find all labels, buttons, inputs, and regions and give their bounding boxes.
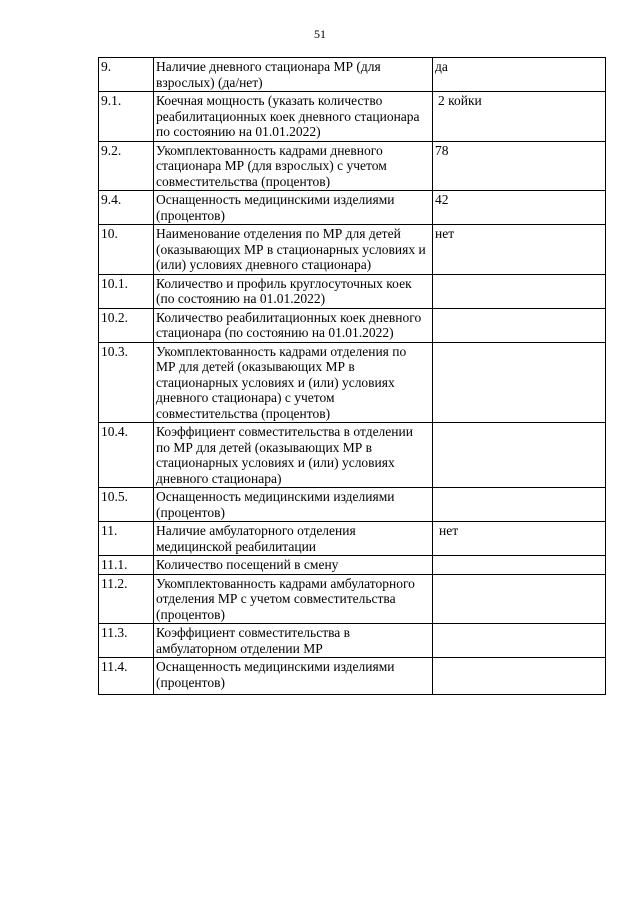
table-row bbox=[99, 191, 606, 225]
row-number: 10.5. bbox=[99, 488, 154, 522]
table-row bbox=[99, 556, 606, 575]
row-description: Количество посещений в смену bbox=[154, 556, 433, 575]
row-description: Укомплектованность кадрами амбулаторного отделения МР с учетом совместительства (процентов) bbox=[154, 574, 433, 624]
row-description: Коэффициент совместительства в амбулаторном отделении МР bbox=[154, 624, 433, 658]
table-row bbox=[99, 92, 606, 142]
row-description: Коечная мощность (указать количество реабилитационных коек дневного стационара по состоянию на 01.01.2022) bbox=[154, 92, 433, 142]
row-value bbox=[433, 556, 606, 575]
indicator-table bbox=[98, 57, 606, 695]
table-row bbox=[99, 225, 606, 275]
row-description: Наличие дневного стационара МР (для взрослых) (да/нет) bbox=[154, 58, 433, 92]
row-number: 11. bbox=[99, 522, 154, 556]
table-row bbox=[99, 58, 606, 92]
row-value bbox=[433, 423, 606, 488]
row-value bbox=[433, 624, 606, 658]
row-description: Коэффициент совместительства в отделении по МР для детей (оказывающих МР в стационарных условиях и (или) условиях дневного стационара) bbox=[154, 423, 433, 488]
row-value: 2 койки bbox=[433, 92, 606, 142]
row-number: 10.4. bbox=[99, 423, 154, 488]
row-number: 11.3. bbox=[99, 624, 154, 658]
page-number: 51 bbox=[314, 27, 326, 41]
row-value bbox=[433, 342, 606, 423]
row-number: 11.4. bbox=[99, 658, 154, 695]
table-row bbox=[99, 658, 606, 695]
table-row bbox=[99, 342, 606, 423]
row-number: 9.1. bbox=[99, 92, 154, 142]
table-row bbox=[99, 141, 606, 191]
row-value: нет bbox=[433, 225, 606, 275]
table-row bbox=[99, 423, 606, 488]
row-number: 10.1. bbox=[99, 274, 154, 308]
row-number: 11.1. bbox=[99, 556, 154, 575]
row-description: Количество и профиль круглосуточных коек (по состоянию на 01.01.2022) bbox=[154, 274, 433, 308]
table-row bbox=[99, 522, 606, 556]
table-row bbox=[99, 488, 606, 522]
row-value: 42 bbox=[433, 191, 606, 225]
table-row bbox=[99, 274, 606, 308]
row-description: Количество реабилитационных коек дневного стационара (по состоянию на 01.01.2022) bbox=[154, 308, 433, 342]
row-value bbox=[433, 574, 606, 624]
row-value: 78 bbox=[433, 141, 606, 191]
row-description: Оснащенность медицинскими изделиями (процентов) bbox=[154, 658, 433, 695]
row-value bbox=[433, 274, 606, 308]
row-number: 10.2. bbox=[99, 308, 154, 342]
row-description: Оснащенность медицинскими изделиями (процентов) bbox=[154, 191, 433, 225]
row-description: Оснащенность медицинскими изделиями (процентов) bbox=[154, 488, 433, 522]
row-value bbox=[433, 308, 606, 342]
row-description: Укомплектованность кадрами дневного стационара МР (для взрослых) с учетом совместительства (процентов) bbox=[154, 141, 433, 191]
row-value bbox=[433, 488, 606, 522]
row-number: 9.2. bbox=[99, 141, 154, 191]
row-description: Наличие амбулаторного отделения медицинской реабилитации bbox=[154, 522, 433, 556]
table-row bbox=[99, 574, 606, 624]
row-number: 10.3. bbox=[99, 342, 154, 423]
row-value bbox=[433, 658, 606, 695]
row-description: Укомплектованность кадрами отделения по МР для детей (оказывающих МР в стационарных условиях и (или) условиях дневного стационара) с учетом совместительства (процентов) bbox=[154, 342, 433, 423]
row-number: 9. bbox=[99, 58, 154, 92]
row-number: 10. bbox=[99, 225, 154, 275]
row-value: да bbox=[433, 58, 606, 92]
row-description: Наименование отделения по МР для детей (оказывающих МР в стационарных условиях и (или) условиях дневного стационара) bbox=[154, 225, 433, 275]
row-number: 9.4. bbox=[99, 191, 154, 225]
row-value: нет bbox=[433, 522, 606, 556]
row-number: 11.2. bbox=[99, 574, 154, 624]
table-row bbox=[99, 308, 606, 342]
table-row bbox=[99, 624, 606, 658]
